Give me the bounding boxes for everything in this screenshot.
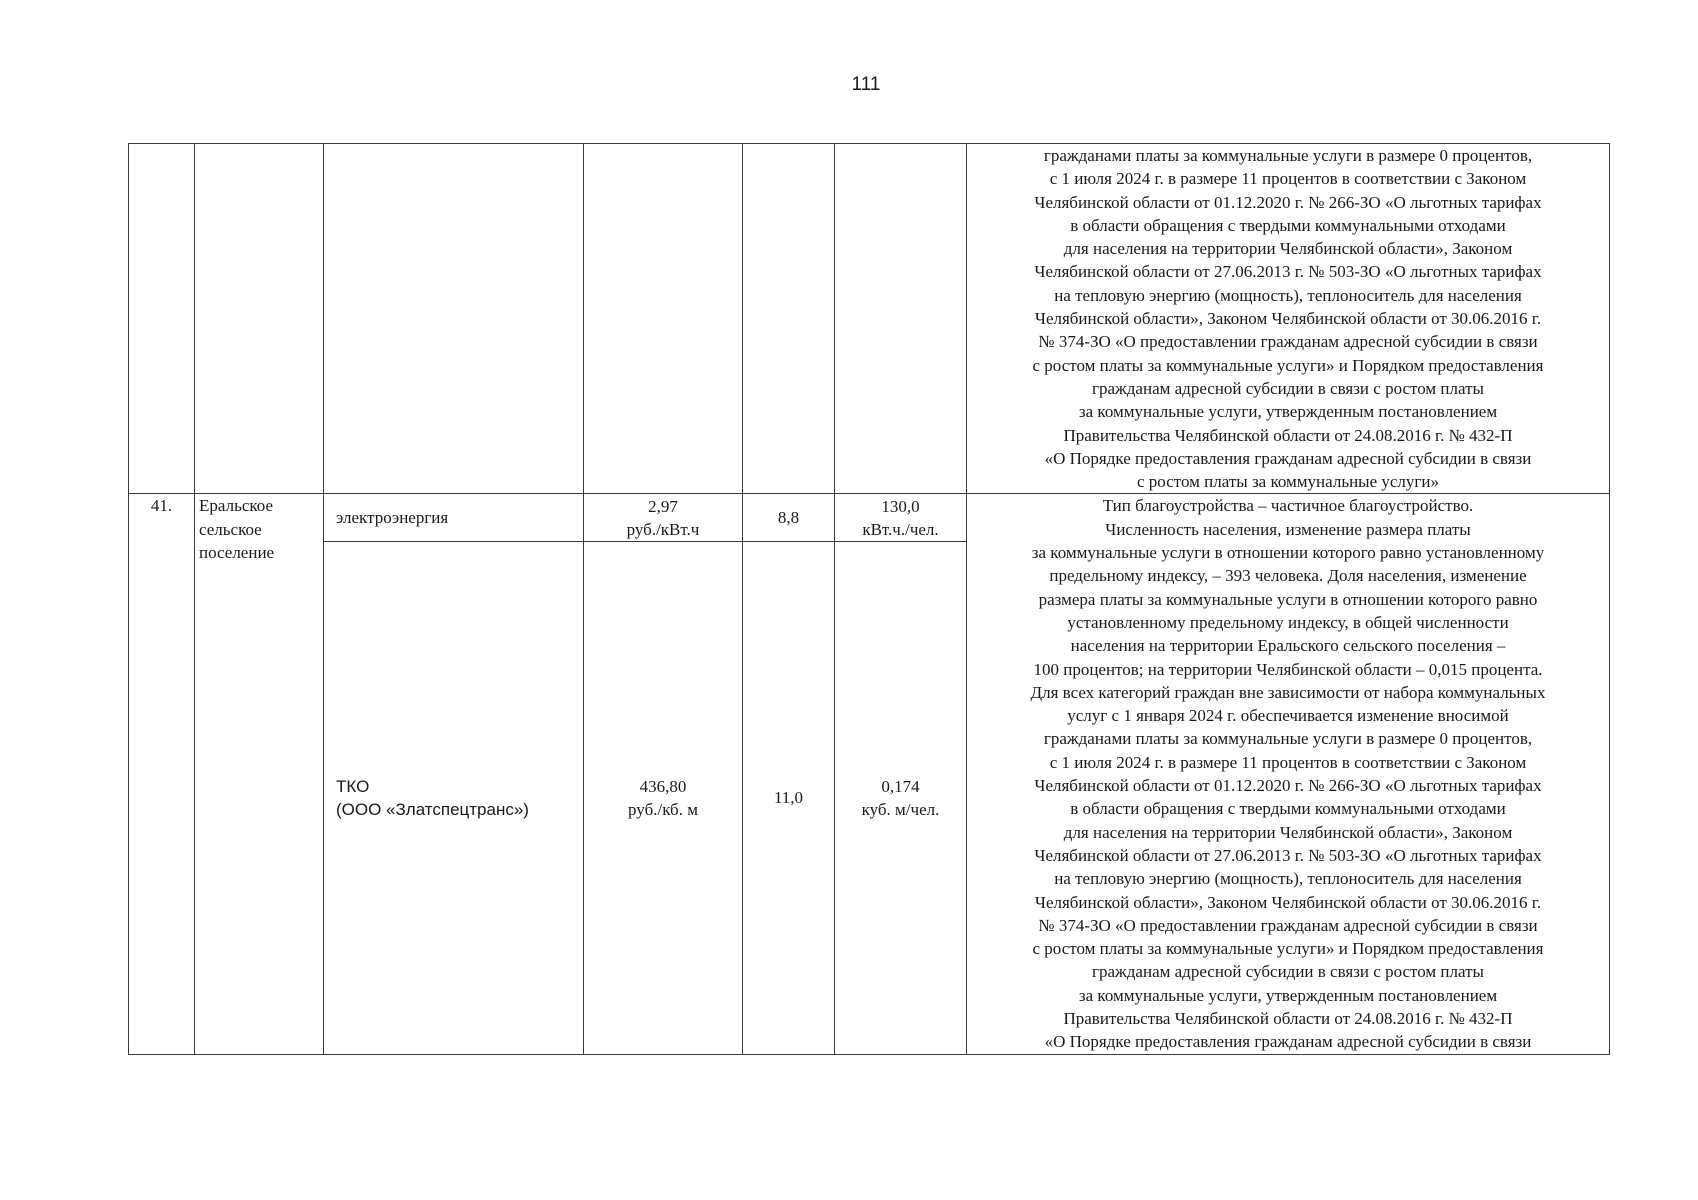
note-line: гражданами платы за коммунальные услуги в размере 0 процентов,: [1043, 729, 1533, 749]
cell-norm-electricity: [835, 494, 967, 542]
norm-unit: кВт.ч./чел.: [862, 519, 939, 539]
note-line: гражданами платы за коммунальные услуги в размере 0 процентов,: [1043, 146, 1533, 165]
note-line: для населения на территории Челябинской области», Законом: [1063, 822, 1513, 842]
note-line: услуг с 1 января 2024 г. обеспечивается изменение вносимой: [1067, 706, 1509, 726]
cell-note-41: [967, 494, 1610, 1054]
note-line: № 374-ЗО «О предоставлении гражданам адресной субсидии в связи: [1038, 915, 1538, 935]
note-line: на тепловую энергию (мощность), теплоноситель для населения: [1054, 285, 1522, 305]
note-line: размера платы за коммунальные услуги в отношении которого равно: [1038, 589, 1538, 609]
note-line: Численность населения, изменение размера платы: [1105, 519, 1471, 539]
service-name: электроэнергия: [336, 508, 449, 528]
note-line: с 1 июля 2024 г. в размере 11 процентов в соответствии с Законом: [1049, 169, 1527, 189]
note-line: для населения на территории Челябинской области», Законом: [1063, 239, 1513, 259]
cell-settlement: [195, 494, 324, 1054]
service-provider: (ООО «Златспецтранс»): [336, 800, 529, 820]
note-line: «О Порядке предоставления гражданам адресной субсидии в связи: [1044, 1032, 1532, 1052]
note-line: предельному индексу, – 393 человека. Доля населения, изменение: [1049, 566, 1527, 586]
tariff-value: 436,80: [639, 776, 687, 796]
tariff-table: [128, 143, 1610, 1055]
cell-norm-empty: [835, 144, 967, 494]
note-line: населения на территории Еральского сельского поселения –: [1070, 636, 1506, 656]
note-line: 100 процентов; на территории Челябинской области – 0,015 процента.: [1033, 659, 1543, 679]
note-line: Правительства Челябинской области от 24.08.2016 г. № 432-П: [1063, 1008, 1513, 1028]
cell-row-number: 41.: [129, 494, 195, 1054]
cell-service-empty: [324, 144, 584, 494]
note-line: Тип благоустройства – частичное благоустройство.: [1102, 496, 1474, 516]
note-line: Челябинской области», Законом Челябинской области от 30.06.2016 г.: [1034, 309, 1542, 329]
note-line: Челябинской области от 01.12.2020 г. № 266-ЗО «О льготных тарифах: [1034, 192, 1542, 212]
settlement-line: Еральское: [199, 496, 274, 516]
note-line: Для всех категорий граждан вне зависимости от набора коммунальных: [1030, 682, 1546, 702]
note-line: в области обращения с твердыми коммунальными отходами: [1070, 799, 1506, 819]
norm-unit: куб. м/чел.: [861, 800, 940, 820]
note-line: за коммунальные услуги в отношении которого равно установленному: [1031, 543, 1545, 563]
note-line: с ростом платы за коммунальные услуги»: [1137, 472, 1439, 492]
table-row-41-electricity: [129, 494, 1610, 542]
cell-index-tko: 11,0: [743, 542, 835, 1054]
note-line: Челябинской области», Законом Челябинской области от 30.06.2016 г.: [1034, 892, 1542, 912]
service-name: ТКО: [336, 776, 370, 796]
cell-tariff-empty: [584, 144, 743, 494]
cell-service-tko: [324, 542, 584, 1054]
cell-tariff-electricity: [584, 494, 743, 542]
note-line: с 1 июля 2024 г. в размере 11 процентов в соответствии с Законом: [1049, 752, 1527, 772]
note-line: Правительства Челябинской области от 24.08.2016 г. № 432-П: [1063, 425, 1513, 445]
note-line: гражданам адресной субсидии в связи с ростом платы: [1092, 962, 1484, 982]
settlement-line: поселение: [199, 543, 275, 563]
cell-note-continuation: [967, 144, 1610, 494]
note-line: Челябинской области от 27.06.2013 г. № 503-ЗО «О льготных тарифах: [1034, 262, 1542, 282]
note-line: № 374-ЗО «О предоставлении гражданам адресной субсидии в связи: [1038, 332, 1538, 352]
page-number: 111: [851, 74, 881, 95]
norm-value: 130,0: [881, 496, 920, 516]
cell-service-electricity: [324, 494, 584, 542]
note-line: за коммунальные услуги, утвержденным постановлением: [1078, 402, 1498, 422]
note-line: гражданам адресной субсидии в связи с ростом платы: [1092, 378, 1484, 398]
cell-norm-tko: [835, 542, 967, 1054]
note-line: с ростом платы за коммунальные услуги» и Порядком предоставления: [1032, 939, 1544, 959]
note-line: в области обращения с твердыми коммунальными отходами: [1070, 215, 1506, 235]
note-line: Челябинской области от 27.06.2013 г. № 503-ЗО «О льготных тарифах: [1034, 845, 1542, 865]
cell-settlement-empty: [195, 144, 324, 494]
table-row-continuation: [129, 144, 1610, 494]
cell-index-electricity: 8,8: [743, 494, 835, 542]
cell-index-empty: [743, 144, 835, 494]
tariff-value: 2,97: [648, 496, 678, 516]
cell-num-empty: [129, 144, 195, 494]
note-line: «О Порядке предоставления гражданам адресной субсидии в связи: [1044, 448, 1532, 468]
settlement-line: сельское: [199, 519, 262, 539]
note-line: за коммунальные услуги, утвержденным постановлением: [1078, 985, 1498, 1005]
norm-value: 0,174: [881, 776, 920, 796]
note-line: Челябинской области от 01.12.2020 г. № 266-ЗО «О льготных тарифах: [1034, 776, 1542, 796]
tariff-unit: руб./кВт.ч: [626, 519, 700, 539]
note-line: на тепловую энергию (мощность), теплоноситель для населения: [1054, 869, 1522, 889]
note-line: с ростом платы за коммунальные услуги» и Порядком предоставления: [1032, 355, 1544, 375]
cell-tariff-tko: [584, 542, 743, 1054]
tariff-unit: руб./кб. м: [628, 800, 698, 820]
note-line: установленному предельному индексу, в общей численности: [1067, 612, 1509, 632]
